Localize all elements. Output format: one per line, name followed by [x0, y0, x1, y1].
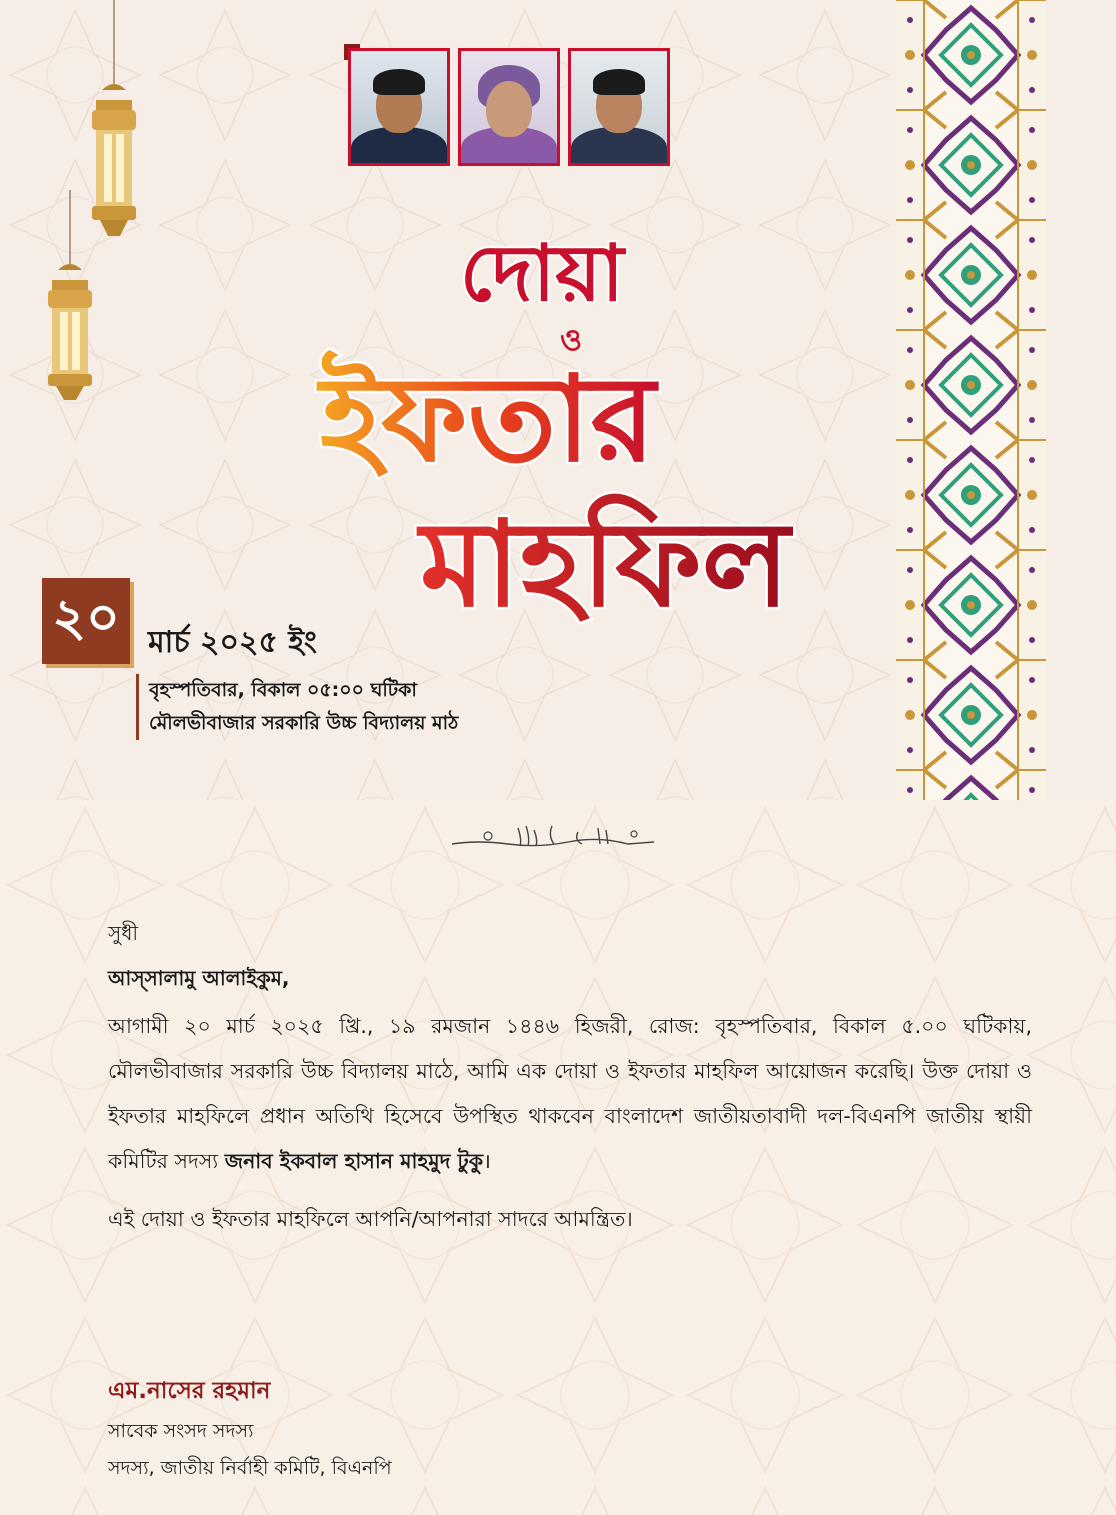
- host-title-2: সদস্য, জাতীয় নির্বাহী কমিটি, বিএনপি: [108, 1457, 392, 1479]
- event-month-year: মার্চ ২০২৫ ইং: [148, 625, 317, 660]
- letter-body-end: ।: [483, 1149, 491, 1173]
- event-details: [136, 674, 458, 740]
- portrait-image: [568, 48, 670, 166]
- invitation-letter: [108, 918, 1032, 1236]
- islamic-border-pattern: [896, 0, 1046, 800]
- host-title-1: সাবেক সংসদ সদস্য: [108, 1420, 254, 1442]
- host-name: এম.নাসের রহমান: [108, 1378, 271, 1404]
- letter-body: [108, 1004, 1032, 1184]
- event-title: [310, 210, 870, 630]
- portrait-image: [348, 48, 450, 166]
- salutation: সুধী: [108, 921, 139, 945]
- event-time: বৃহস্পতিবার, বিকাল ০৫:০০ ঘটিকা: [149, 679, 417, 701]
- greeting: আস্‌সালামু আলাইকুম,: [108, 966, 290, 990]
- title-line-1: দোয়া: [460, 229, 624, 319]
- event-day-number: ২০: [42, 578, 130, 664]
- invitation-line: এই দোয়া ও ইফতার মাহফিলে আপনি/আপনারা সাদরে আমন্ত্রিত।: [108, 1207, 633, 1231]
- letter-body-text: আগামী ২০ মার্চ ২০২৫ খ্রি., ১৯ রমজান ১৪৪৬ হিজরী, রোজ: বৃহস্পতিবার, বিকাল ৫.০০ ঘটিকায়, মৌলভীবাজার সরকারি উচ্চ বিদ্যালয় মাঠে, আমি এক দোয়া ও ইফতার মাহফিল আয়োজন করেছি। উক্ত দোয়া ও ইফতার মাহফিলে প্রধান অতিথি হিসেবে উপস্থিত থাকবেন বাংলাদেশ জাতীয়তাবাদী দল-বিএনপি জাতীয় স্থায়ী কমিটির সদস্য: [108, 1014, 1032, 1173]
- title-conjunction: ও: [560, 323, 583, 358]
- title-line-3: মাহফিল: [420, 495, 790, 630]
- chief-guest-name: জনাব ইকবাল হাসান মাহমুদ টুকু: [224, 1149, 484, 1173]
- lantern-icon: [38, 190, 102, 420]
- title-line-2: ইফতার: [320, 350, 656, 488]
- portrait-image: [458, 48, 560, 166]
- bismillah-calligraphy-icon: [448, 820, 658, 854]
- event-venue: মৌলভীবাজার সরকারি উচ্চ বিদ্যালয় মাঠ: [149, 712, 459, 734]
- signature-block: [108, 1373, 392, 1487]
- leader-portraits: [348, 48, 670, 166]
